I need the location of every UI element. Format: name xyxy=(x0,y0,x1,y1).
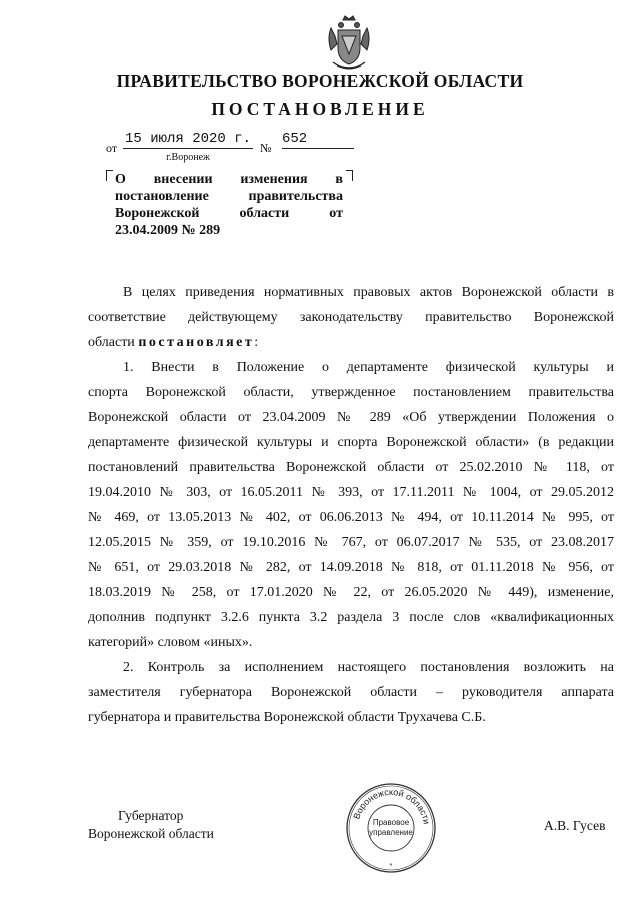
subject-bracket-right xyxy=(346,170,353,181)
organization-title: ПРАВИТЕЛЬСТВО ВОРОНЕЖСКОЙ ОБЛАСТИ xyxy=(116,71,524,91)
item-1-line: 18.03.2019 № 258, от 17.01.2020 № 22, от 26.05.2020 № 449), изменение, xyxy=(88,585,614,600)
coat-of-arms-emblem xyxy=(323,14,375,76)
item-2-line: заместителя губернатора Воронежской области – руководителя аппарата xyxy=(88,685,614,700)
stamp-star: * xyxy=(389,863,393,870)
subject-bracket-left xyxy=(106,170,113,181)
item-1-line: спорта Воронежской области, утвержденное постановлением правительства xyxy=(88,385,614,400)
item-1-line: Воронежской области от 23.04.2009 № 289 «Об утверждении Положения о xyxy=(88,410,614,425)
legal-department-stamp xyxy=(345,782,437,874)
document-type-title: ПОСТАНОВЛЕНИЕ xyxy=(211,99,429,119)
city-label: г.Воронеж xyxy=(166,152,210,163)
item-1-line: постановлений правительства Воронежской области от 25.02.2010 № 118, от xyxy=(88,460,614,475)
item-1-line: департаменте физической культуры и спорта Воронежской области» (в редакции xyxy=(88,435,614,450)
stamp-center-line-1: Правовое xyxy=(372,818,410,827)
item-1-line: 12.05.2015 № 359, от 19.10.2016 № 767, от 06.07.2017 № 535, от 23.08.2017 xyxy=(88,535,614,550)
date-prefix-label: от xyxy=(106,141,118,155)
item-2-line: губернатора и правительства Воронежской области Трухачева С.Б. xyxy=(88,710,486,725)
intro-suffix: : xyxy=(254,335,259,350)
intro-line: В целях приведения нормативных правовых актов Воронежской области в xyxy=(123,285,614,300)
subject-line: О внесении изменения в xyxy=(115,172,343,187)
item-1-line: категорий» словом «иных». xyxy=(88,635,253,650)
decree-word: постановляет xyxy=(138,335,255,350)
intro-line: соответствие действующему законодательству правительство Воронежской xyxy=(88,310,614,325)
item-1-line: № 651, от 29.03.2018 № 282, от 14.09.2018 № 818, от 01.11.2018 № 956, от xyxy=(88,560,614,575)
item-1-line: 19.04.2010 № 303, от 16.05.2011 № 393, от 17.11.2011 № 1004, от 29.05.2012 xyxy=(88,485,614,500)
stamp-ring-text: Воронежской области xyxy=(351,786,432,825)
intro-prefix: области xyxy=(88,335,139,350)
subject-line: Воронежской области от xyxy=(115,206,343,221)
item-1-line: дополнив подпункт 3.2.6 пункта 3.2 раздела 3 после слов «квалификационных xyxy=(88,610,614,625)
subject-line: 23.04.2009 № 289 xyxy=(115,223,221,238)
document-date: 15 июля 2020 г. xyxy=(124,131,252,147)
subject-line: постановление правительства xyxy=(115,189,343,204)
item-1-line: 1. Внести в Положение о департаменте физической культуры и xyxy=(123,360,614,375)
item-2-line: 2. Контроль за исполнением настоящего постановления возложить на xyxy=(123,660,614,675)
position-title: Губернатор xyxy=(118,808,184,823)
number-prefix-label: № xyxy=(260,141,272,155)
signature-position xyxy=(88,807,214,843)
stamp-center-line-2: управление xyxy=(369,828,413,837)
signer-name: А.В. Гусев xyxy=(544,818,606,833)
position-region: Воронежской области xyxy=(88,826,214,841)
document-body xyxy=(88,280,614,730)
intro-line xyxy=(88,330,614,355)
document-subject xyxy=(115,171,343,239)
document-number: 652 xyxy=(282,131,354,149)
item-1-line: № 469, от 13.05.2013 № 402, от 06.06.2013 № 494, от 10.11.2014 № 995, от xyxy=(88,510,614,525)
